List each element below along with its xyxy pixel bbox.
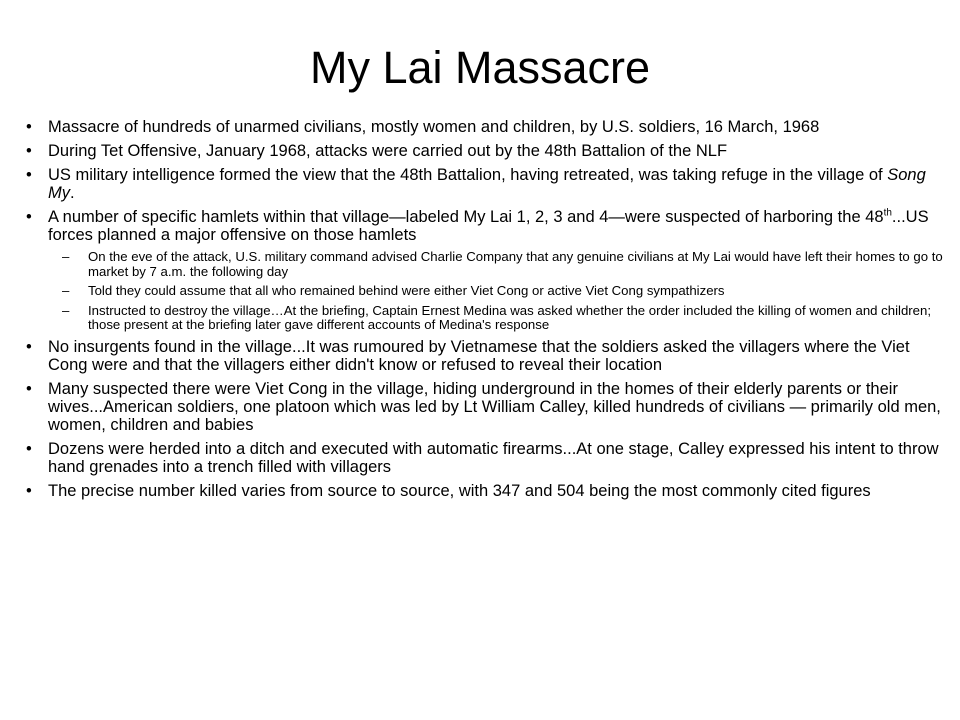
- bullet-list: [26, 118, 946, 506]
- bullet-text-part: A number of specific hamlets within that village—labeled My Lai 1, 2, 3 and 4—were suspected of harboring the 48: [48, 208, 884, 226]
- sub-bullet-text: Told they could assume that all who remained behind were either Viet Cong or active Viet Cong sympathizers: [88, 283, 725, 298]
- dash-marker: –: [62, 249, 70, 264]
- bullet-marker: •: [26, 166, 32, 184]
- bullet-text: Many suspected there were Viet Cong in the village, hiding underground in the homes of their elderly parents or their wives...American soldiers, one platoon which was led by Lt William Calley, killed hundreds of civilians — primarily old men, women, children and babies: [48, 379, 941, 434]
- sub-bullet-item: [26, 250, 946, 279]
- bullet-text-part: US military intelligence formed the view that the 48th Battalion, having retreated, was taking refuge in the village of: [48, 166, 888, 184]
- bullet-text: No insurgents found in the village...It was rumoured by Vietnamese that the soldiers asked the villagers where the Viet Cong were and that the villagers either didn't know or refused to reveal their location: [48, 337, 910, 374]
- bullet-text: Dozens were herded into a ditch and executed with automatic firearms...At one stage, Calley expressed his intent to throw hand grenades into a trench filled with villagers: [48, 439, 939, 476]
- dash-marker: –: [62, 283, 70, 298]
- bullet-text: Massacre of hundreds of unarmed civilians, mostly women and children, by U.S. soldiers, 16 March, 1968: [48, 118, 820, 136]
- bullet-marker: •: [26, 142, 32, 160]
- dash-marker: –: [62, 302, 70, 318]
- bullet-item: [26, 166, 946, 202]
- sub-bullet-item: [26, 284, 946, 299]
- bullet-item: [26, 208, 946, 244]
- bullet-text-part: ...US forces planned a major offensive on those hamlets: [48, 208, 929, 244]
- bullet-item: [26, 482, 946, 500]
- bullet-item: [26, 338, 946, 374]
- sub-bullet-text: On the eve of the attack, U.S. military command advised Charlie Company that any genuine civilians at My Lai would have left their homes to go to market by 7 a.m. the following day: [88, 249, 943, 279]
- village-name: Song My: [48, 166, 926, 202]
- bullet-item: [26, 142, 946, 160]
- bullet-text: [48, 208, 929, 244]
- bullet-item: [26, 118, 946, 136]
- bullet-marker: •: [26, 337, 32, 356]
- sub-bullet-text: Instructed to destroy the village…At the briefing, Captain Ernest Medina was asked whether the order included the killing of women and children; those present at the briefing later gave different accounts of Medina's response: [88, 302, 932, 332]
- bullet-text: During Tet Offensive, January 1968, attacks were carried out by the 48th Battalion of the NLF: [48, 142, 728, 160]
- bullet-marker: •: [26, 379, 32, 398]
- bullet-marker: •: [26, 118, 32, 136]
- bullet-marker: •: [26, 481, 32, 500]
- slide-title: My Lai Massacre: [309, 42, 651, 93]
- sub-bullet-item: [26, 304, 946, 333]
- bullet-item: [26, 440, 946, 476]
- bullet-text: [48, 166, 926, 202]
- bullet-text-part: .: [70, 184, 75, 202]
- ordinal-superscript: th: [883, 207, 892, 219]
- bullet-marker: •: [26, 208, 32, 226]
- bullet-item: [26, 380, 946, 434]
- bullet-text: The precise number killed varies from source to source, with 347 and 504 being the most commonly cited figures: [48, 481, 871, 500]
- bullet-marker: •: [26, 439, 32, 458]
